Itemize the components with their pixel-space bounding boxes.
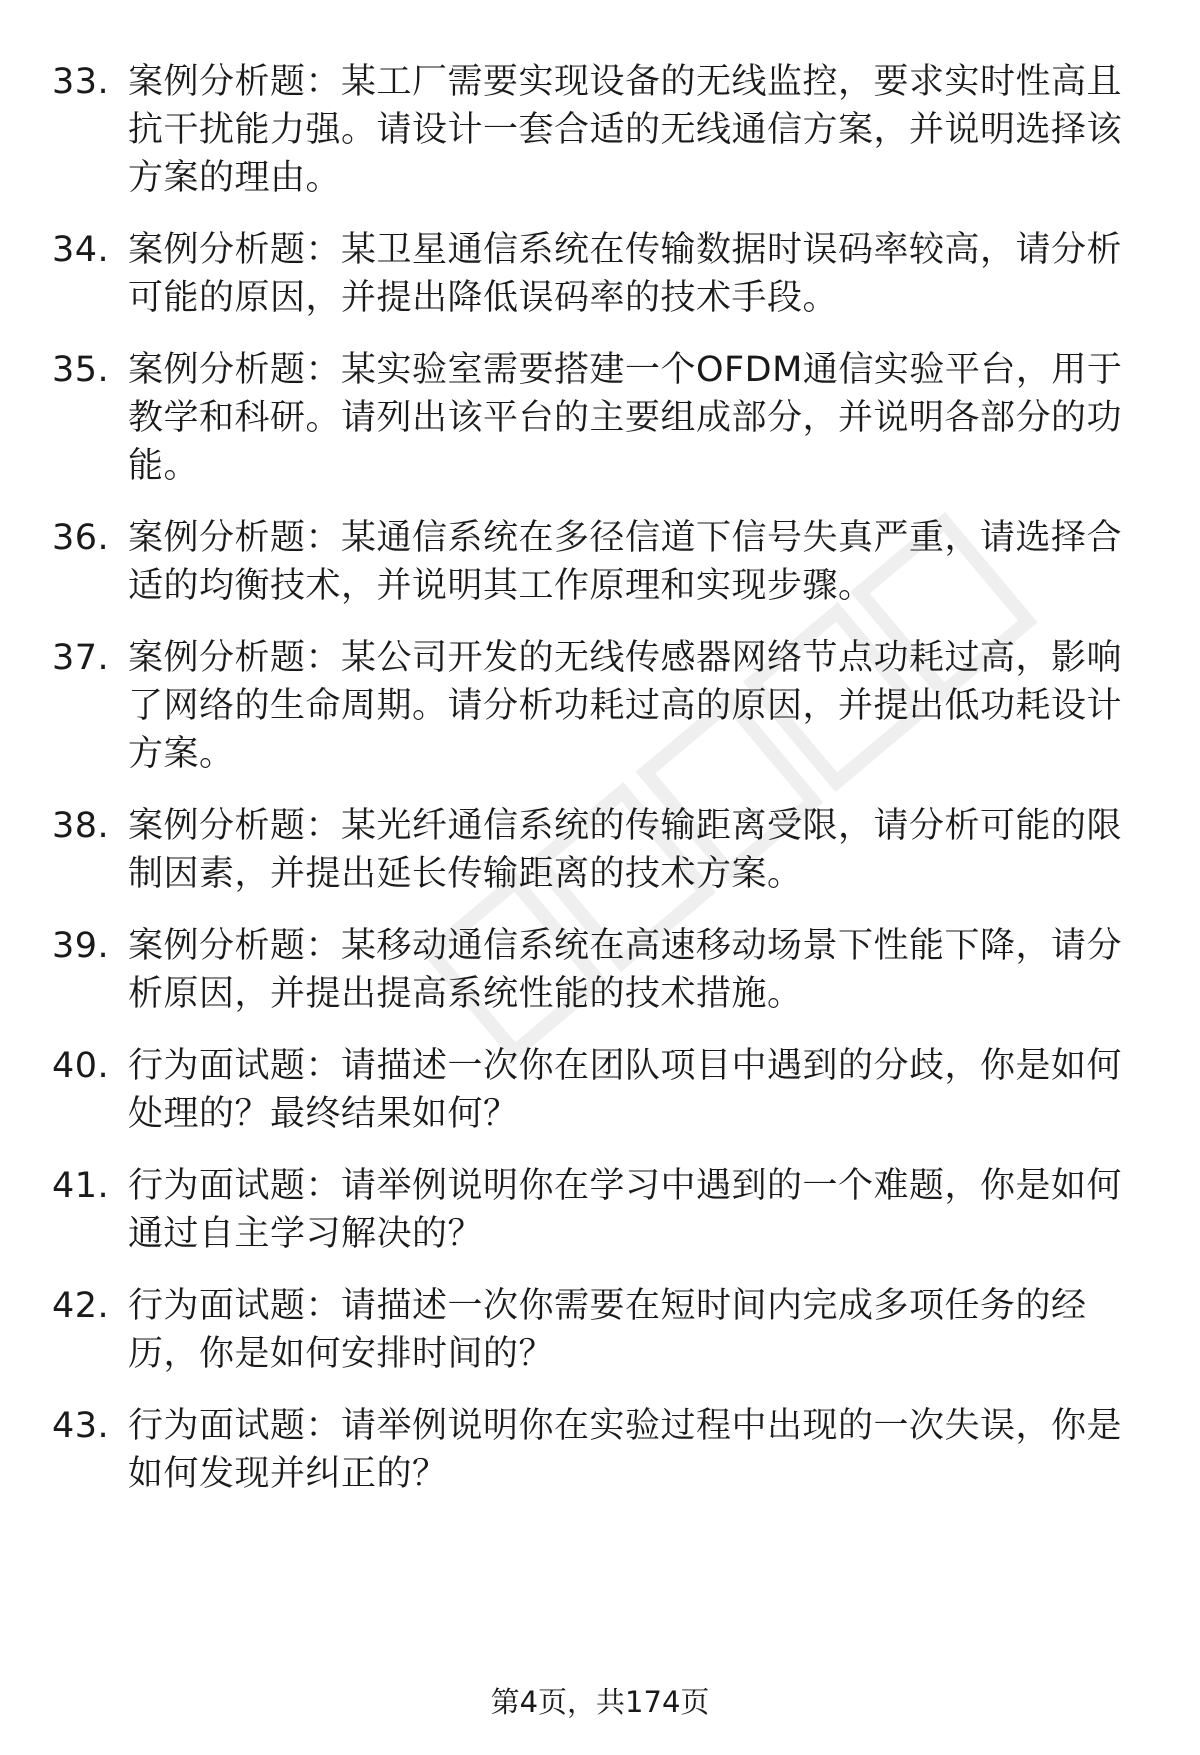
question-text: 案例分析题：某通信系统在多径信道下信号失真严重，请选择合适的均衡技术，并说明其工作原理和实现步骤。 bbox=[128, 518, 1123, 606]
question-number: 35. bbox=[52, 350, 110, 390]
question-text: 行为面试题：请描述一次你需要在短时间内完成多项任务的经历，你是如何安排时间的？ bbox=[128, 1286, 1087, 1374]
question-item bbox=[52, 1402, 1152, 1498]
question-text: 案例分析题：某光纤通信系统的传输距离受限，请分析可能的限制因素，并提出延长传输距离的技术方案。 bbox=[128, 806, 1123, 894]
question-text: 案例分析题：某工厂需要实现设备的无线监控，要求实时性高且抗干扰能力强。请设计一套合适的无线通信方案，并说明选择该方案的理由。 bbox=[128, 62, 1123, 198]
page-number-label: 第4页，共174页 bbox=[490, 1685, 710, 1719]
question-text: 行为面试题：请举例说明你在学习中遇到的一个难题，你是如何通过自主学习解决的？ bbox=[128, 1166, 1123, 1254]
question-item bbox=[52, 1042, 1152, 1138]
question-list bbox=[52, 58, 1152, 1522]
question-text: 行为面试题：请举例说明你在实验过程中出现的一次失误，你是如何发现并纠正的？ bbox=[128, 1406, 1123, 1494]
question-number: 33. bbox=[52, 62, 110, 102]
question-number: 38. bbox=[52, 806, 110, 846]
question-item bbox=[52, 922, 1152, 1018]
question-number: 34. bbox=[52, 230, 110, 270]
question-number: 41. bbox=[52, 1166, 110, 1206]
question-item bbox=[52, 58, 1152, 202]
question-item bbox=[52, 514, 1152, 610]
question-number: 43. bbox=[52, 1406, 110, 1446]
question-number: 40. bbox=[52, 1046, 110, 1086]
question-item bbox=[52, 1282, 1152, 1378]
question-text: 案例分析题：某移动通信系统在高速移动场景下性能下降，请分析原因，并提出提高系统性能的技术措施。 bbox=[128, 926, 1123, 1014]
question-number: 39. bbox=[52, 926, 110, 966]
question-item bbox=[52, 802, 1152, 898]
question-number: 37. bbox=[52, 638, 110, 678]
question-number: 42. bbox=[52, 1286, 110, 1326]
question-item bbox=[52, 346, 1152, 490]
page-footer bbox=[0, 1682, 1200, 1722]
question-text: 行为面试题：请描述一次你在团队项目中遇到的分歧，你是如何处理的？最终结果如何？ bbox=[128, 1046, 1123, 1134]
question-text: 案例分析题：某卫星通信系统在传输数据时误码率较高，请分析可能的原因，并提出降低误码率的技术手段。 bbox=[128, 230, 1123, 318]
question-item bbox=[52, 226, 1152, 322]
question-item bbox=[52, 1162, 1152, 1258]
question-number: 36. bbox=[52, 518, 110, 558]
question-item bbox=[52, 634, 1152, 778]
question-text: 案例分析题：某公司开发的无线传感器网络节点功耗过高，影响了网络的生命周期。请分析功耗过高的原因，并提出低功耗设计方案。 bbox=[128, 638, 1123, 774]
question-text: 案例分析题：某实验室需要搭建一个OFDM通信实验平台，用于教学和科研。请列出该平台的主要组成部分，并说明各部分的功能。 bbox=[128, 350, 1123, 486]
